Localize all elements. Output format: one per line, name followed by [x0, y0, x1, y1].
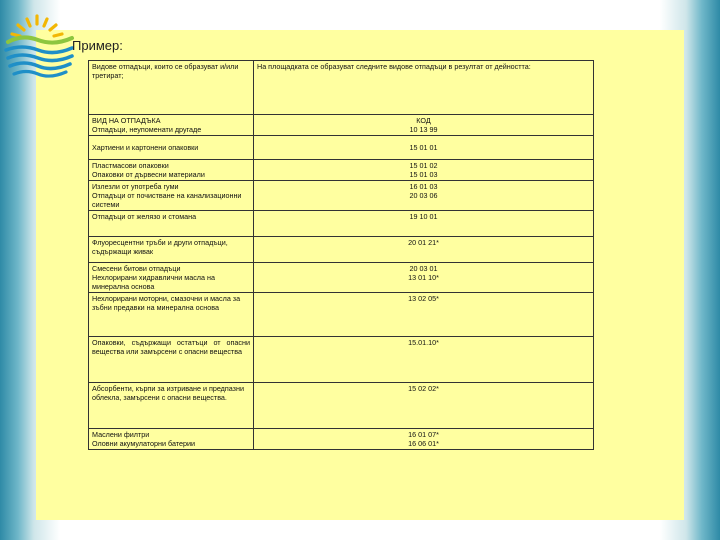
- sun-waves-logo: [0, 8, 78, 84]
- table-row: [89, 237, 594, 263]
- green-wave: [8, 37, 72, 42]
- waste-code: 15.01.10*: [254, 337, 594, 383]
- table-row: [89, 160, 594, 181]
- sun-rays: [12, 16, 62, 36]
- waste-name: Абсорбенти, кърпи за изтриване и предпазни облекла, замърсени с опасни вещества.: [89, 383, 254, 429]
- waste-code: 15 01 02: [409, 161, 438, 170]
- blue-wave-3: [10, 63, 70, 69]
- waste-code: 15 01 03: [409, 170, 438, 179]
- waste-name: Смесени битови отпадъци: [92, 264, 181, 273]
- waste-code: 16 06 01*: [408, 439, 439, 448]
- waste-code: 20 03 06: [409, 191, 438, 200]
- waste-name-cell: [89, 160, 254, 181]
- waste-name: Пластмасови опаковки: [92, 161, 169, 170]
- table-row: [89, 211, 594, 237]
- waste-name: Отпадъци, неупоменати другаде: [92, 125, 202, 134]
- table-row: [89, 115, 594, 136]
- waste-name: Излезли от употреба гуми: [92, 182, 179, 191]
- waste-name-cell: [89, 115, 254, 136]
- table-header-row: [89, 61, 594, 115]
- table-row: [89, 293, 594, 337]
- waste-name: Флуоресцентни тръби и други отпадъци, съдържащи живак: [89, 237, 254, 263]
- waste-name-cell: [89, 429, 254, 450]
- column-code-label: КОД: [416, 116, 431, 125]
- waste-code: 20 03 01: [409, 264, 438, 273]
- column-type-label: ВИД НА ОТПАДЪКА: [92, 116, 161, 125]
- waste-code: 20 01 21*: [254, 237, 594, 263]
- waste-name: Опаковки, съдържащи остатъци от опасни вещества или замърсени с опасни вещества: [89, 337, 254, 383]
- table-row: [89, 383, 594, 429]
- blue-wave-1: [6, 47, 72, 53]
- waste-name-cell: [89, 181, 254, 211]
- waste-code: 13 01 10*: [408, 273, 439, 282]
- table-row: [89, 263, 594, 293]
- waste-code-cell: [254, 181, 594, 211]
- waste-name: Нехлорирани хидравлични масла на минерална основа: [92, 273, 215, 291]
- waste-name: Нехлорирани моторни, смазочни и масла за зъбни предавки на минерална основа: [89, 293, 254, 337]
- waste-code-cell: [254, 160, 594, 181]
- table-row: [89, 136, 594, 160]
- header-right-cell: На площадката се образуват следните видове отпадъци в резултат от дейността:: [254, 61, 594, 115]
- table-row: [89, 181, 594, 211]
- table-row: [89, 337, 594, 383]
- waste-name: Опаковки от дървесни материали: [92, 170, 205, 179]
- blue-wave-2: [8, 55, 72, 61]
- blue-wave-4: [14, 72, 66, 77]
- header-left-cell: Видове отпадъци, които се образуват и/или третират;: [89, 61, 254, 115]
- waste-code: 16 01 07*: [408, 430, 439, 439]
- waste-name: Маслени филтри: [92, 430, 150, 439]
- waste-name: Отпадъци от почистване на канализационни системи: [92, 191, 242, 209]
- waste-code-cell: [254, 263, 594, 293]
- slide-title: Пример:: [72, 38, 123, 53]
- waste-table: [88, 60, 594, 450]
- waste-name-cell: [89, 263, 254, 293]
- waste-name: Отпадъци от желязо и стомана: [89, 211, 254, 237]
- waste-code-cell: [254, 429, 594, 450]
- waste-code: 10 13 99: [409, 125, 438, 134]
- waste-code: 16 01 03: [409, 182, 438, 191]
- table-row: [89, 429, 594, 450]
- waste-name: Оловни акумулаторни батерии: [92, 439, 196, 448]
- waste-code: 19 10 01: [254, 211, 594, 237]
- waste-code: 15 01 01: [254, 136, 594, 160]
- waste-name: Хартиени и картонени опаковки: [89, 136, 254, 160]
- waste-code: 15 02 02*: [254, 383, 594, 429]
- waste-code-cell: [254, 115, 594, 136]
- waste-code: 13 02 05*: [254, 293, 594, 337]
